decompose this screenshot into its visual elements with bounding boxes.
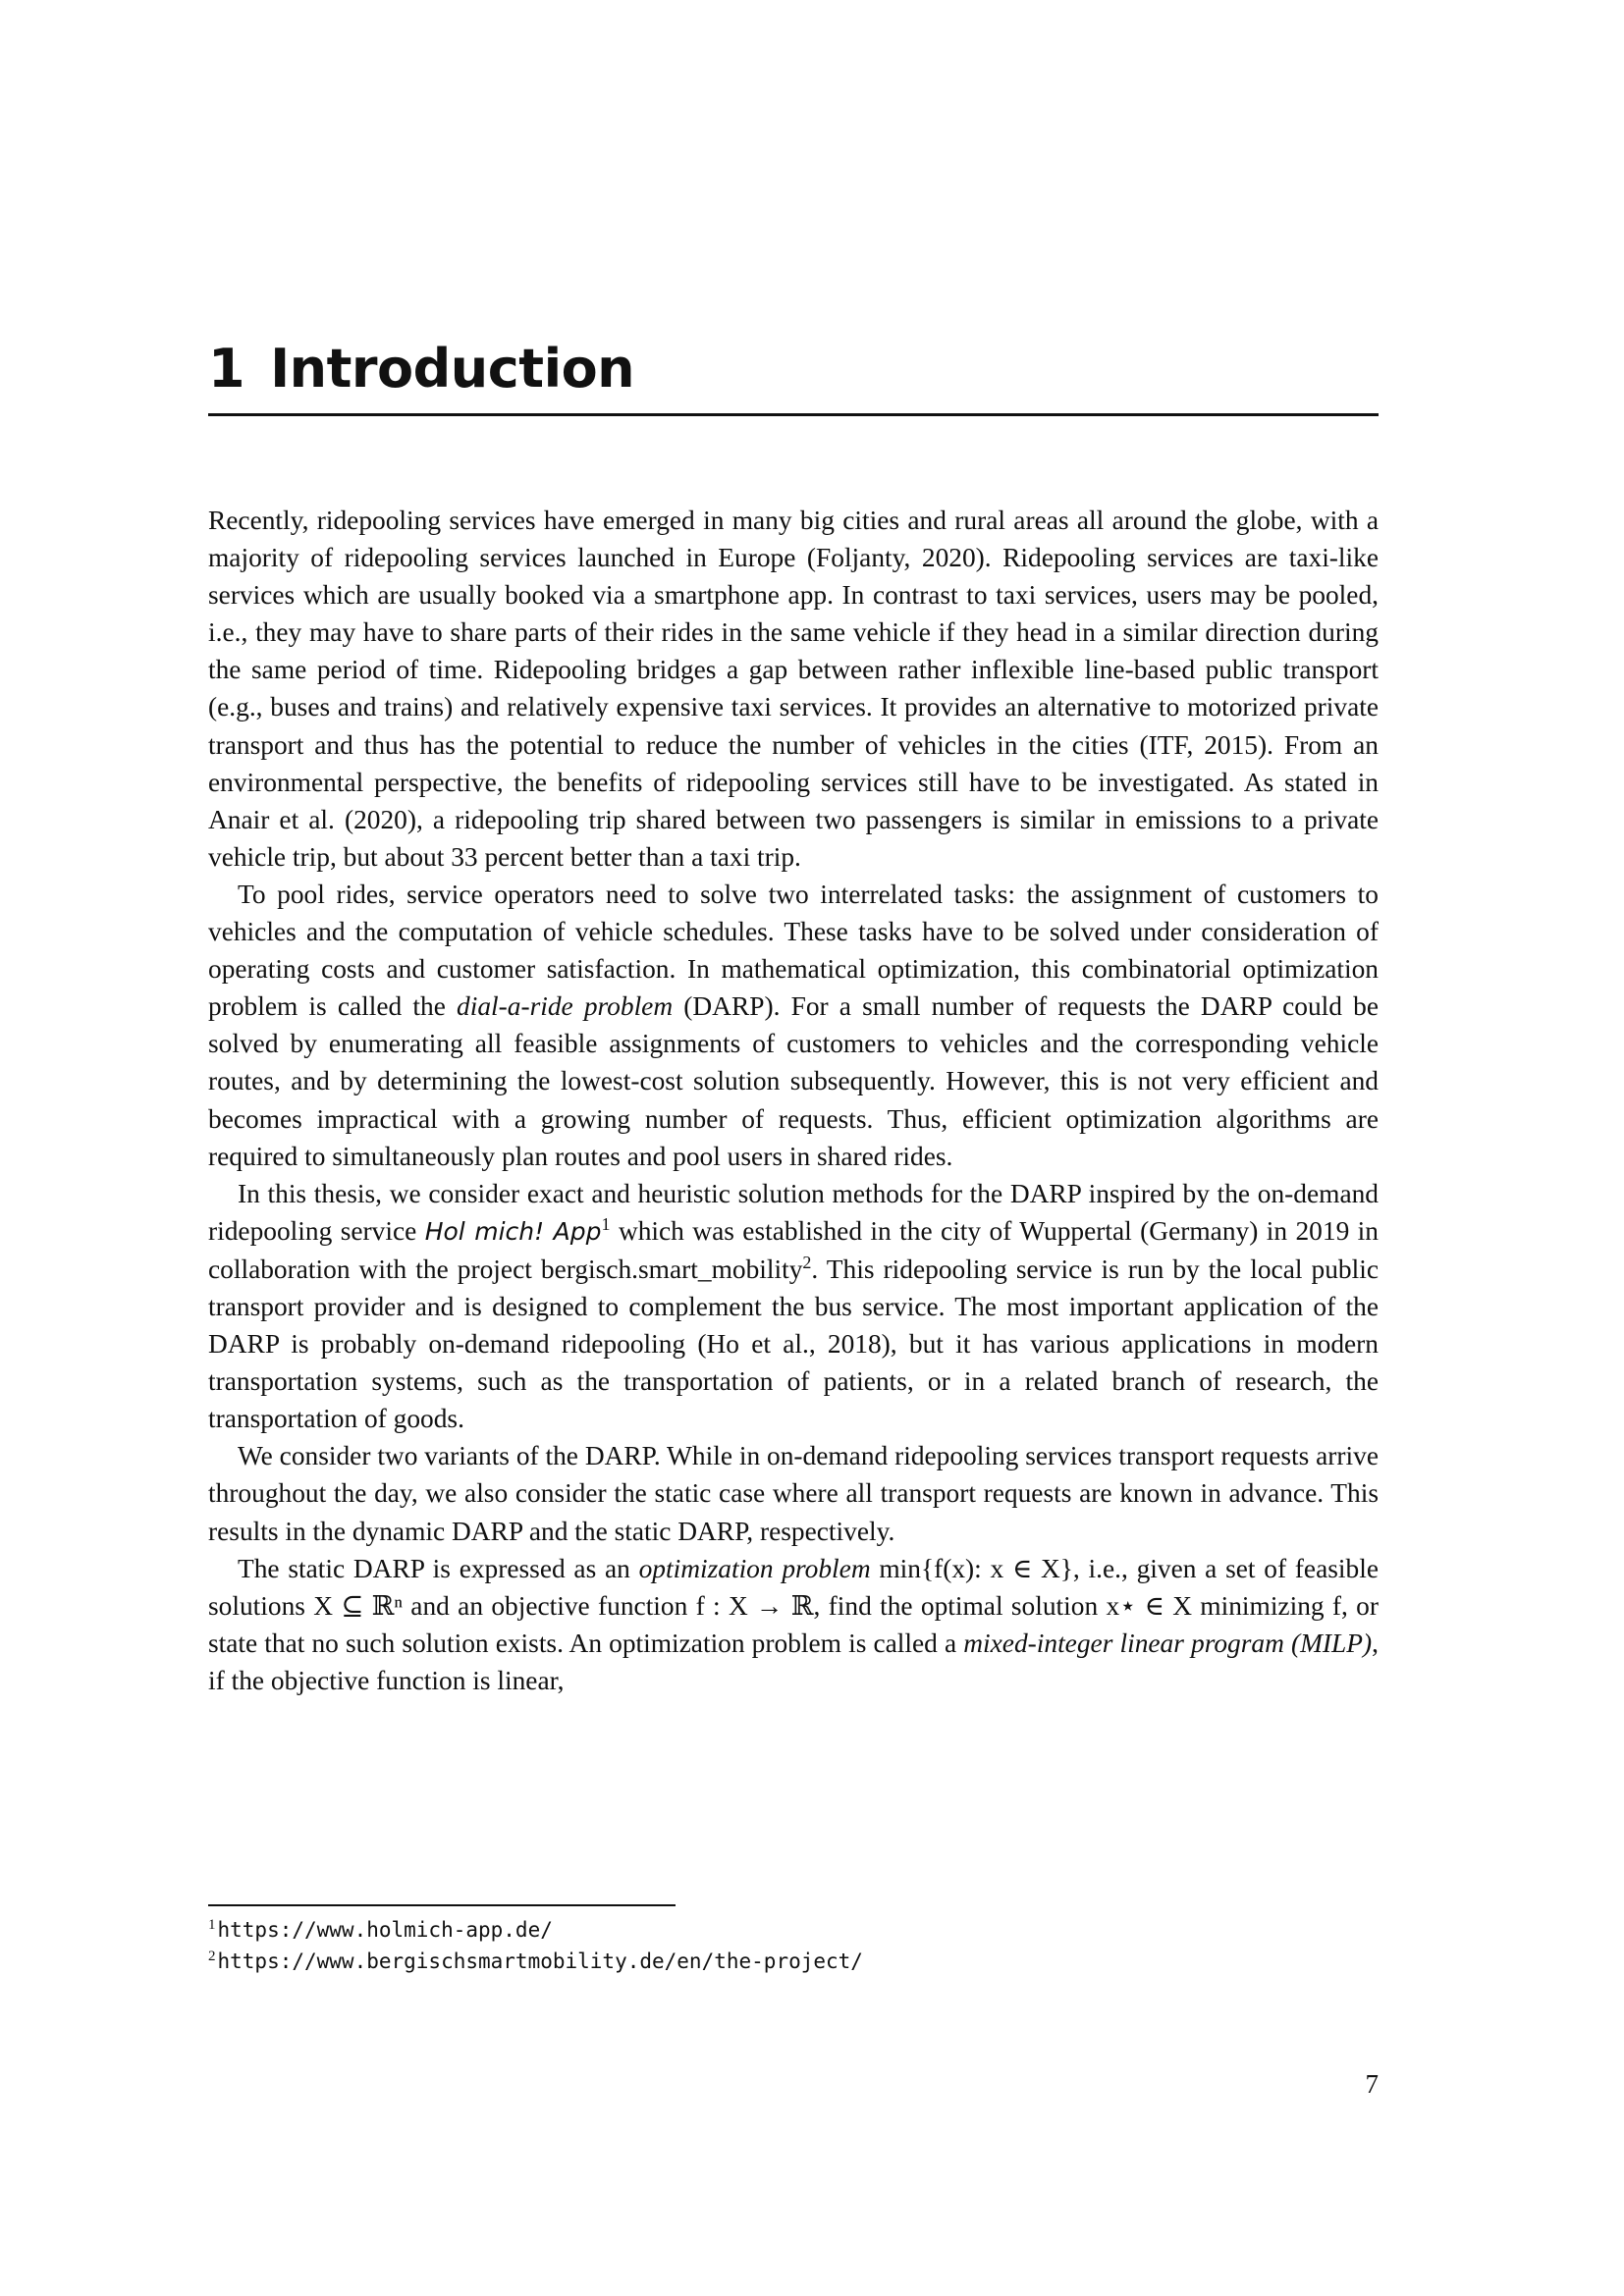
paragraph-2-text-a: To pool rides, service operators need to solve two interrelated tasks: the assignment of customers to vehicles and the computation of vehicle schedules. These tasks have to be solved under consideration of operating costs and customer satisfaction. In mathematical optimization, this combinatorial optimization problem is called the <box>208 879 1379 1022</box>
page-number: 7 <box>1365 2069 1379 2099</box>
paragraph-4: We consider two variants of the DARP. While in on-demand ridepooling services transport requests arrive throughout the day, we also consider the static case where all transport requests are known in advance. This results in the dynamic DARP and the static DARP, respectively. <box>208 1441 1379 1546</box>
footnotes <box>208 1914 1379 1977</box>
paragraph-5-text-b: min{f(x): x ∈ X}, i.e., given a set of feasible solutions X ⊆ ℝⁿ and an objective function f : X → ℝ, find the optimal solution x⋆ ∈ X minimizing f, or state that no such solution exists. An optimization problem is called a <box>208 1553 1379 1658</box>
footnote-url-1[interactable]: https://www.holmich-app.de/ <box>217 1918 553 1942</box>
paragraph-5-text-c: , if the objective function is linear, <box>208 1628 1379 1695</box>
paragraph-1: Recently, ridepooling services have emerged in many big cities and rural areas all around the globe, with a majority of ridepooling services launched in Europe (Foljanty, 2020). Ridepooling services are taxi-like services which are usually booked via a smartphone app. In contrast to taxi services, users may be pooled, i.e., they may have to share parts of their rides in the same vehicle if they head in a similar direction during the same period of time. Ridepooling bridges a gap between rather inflexible line-based public transport (e.g., buses and trains) and relatively expensive taxi services. It provides an alternative to motorized private transport and thus has the potential to reduce the number of vehicles in the cities (ITF, 2015). From an environmental perspective, the benefits of ridepooling services still have to be investigated. As stated in Anair et al. (2020), a ridepooling trip shared between two passengers is similar in emissions to a private vehicle trip, but about 33 percent better than a taxi trip. <box>208 506 1379 872</box>
chapter-heading <box>208 334 1379 404</box>
footnote-2 <box>208 1946 1379 1977</box>
footnote-1 <box>208 1914 1379 1946</box>
body-text <box>208 502 1379 1699</box>
paragraph-2-text-b: (DARP). For a small number of requests the DARP could be solved by enumerating all feasible assignments of customers to vehicles and the corresponding vehicle routes, and by determining the lowest-cost solution subsequently. However, this is not very efficient and becomes impractical with a growing number of requests. Thus, efficient optimization algorithms are required to simultaneously plan routes and pool users in shared rides. <box>208 991 1379 1171</box>
chapter-number: 1 <box>208 338 245 400</box>
footnote-rule <box>208 1904 676 1906</box>
app-name: Hol mich! App <box>424 1216 602 1246</box>
chapter-title: Introduction <box>270 338 635 400</box>
footnote-ref-1[interactable]: 1 <box>601 1213 611 1234</box>
paragraph-5-text-a: The static DARP is expressed as an <box>238 1553 630 1583</box>
term-milp: mixed-integer linear program (MILP) <box>963 1628 1373 1658</box>
paragraph-3-text-b: which was established in the city of Wuppertal (Germany) in 2019 in collaboration with the project bergisch.smart_mobility <box>208 1215 1379 1284</box>
term-dial-a-ride-problem: dial-a-ride problem <box>457 991 674 1022</box>
paragraph-3-text-a: In this thesis, we consider exact and heuristic solution methods for the DARP inspired by the on-demand ridepooling service <box>208 1178 1379 1246</box>
paragraph-3-text-c: . This ridepooling service is run by the local public transport provider and is designed to complement the bus service. The most important application of the DARP is probably on-demand ridepooling (Ho et al., 2018), but it has various applications in modern transportation systems, such as the transportation of patients, or in a related branch of research, the transportation of goods. <box>208 1254 1379 1434</box>
footnote-mark-1: 1 <box>208 1917 216 1933</box>
paragraph-2 <box>208 876 1379 1175</box>
paragraph-3 <box>208 1175 1379 1438</box>
paragraph-5 <box>208 1550 1379 1699</box>
footnote-url-2[interactable]: https://www.bergischsmartmobility.de/en/the-project/ <box>217 1949 863 1973</box>
footnote-ref-2[interactable]: 2 <box>802 1252 812 1272</box>
footnote-mark-2: 2 <box>208 1949 216 1964</box>
heading-rule <box>208 413 1379 416</box>
term-optimization-problem: optimization problem <box>638 1553 871 1583</box>
